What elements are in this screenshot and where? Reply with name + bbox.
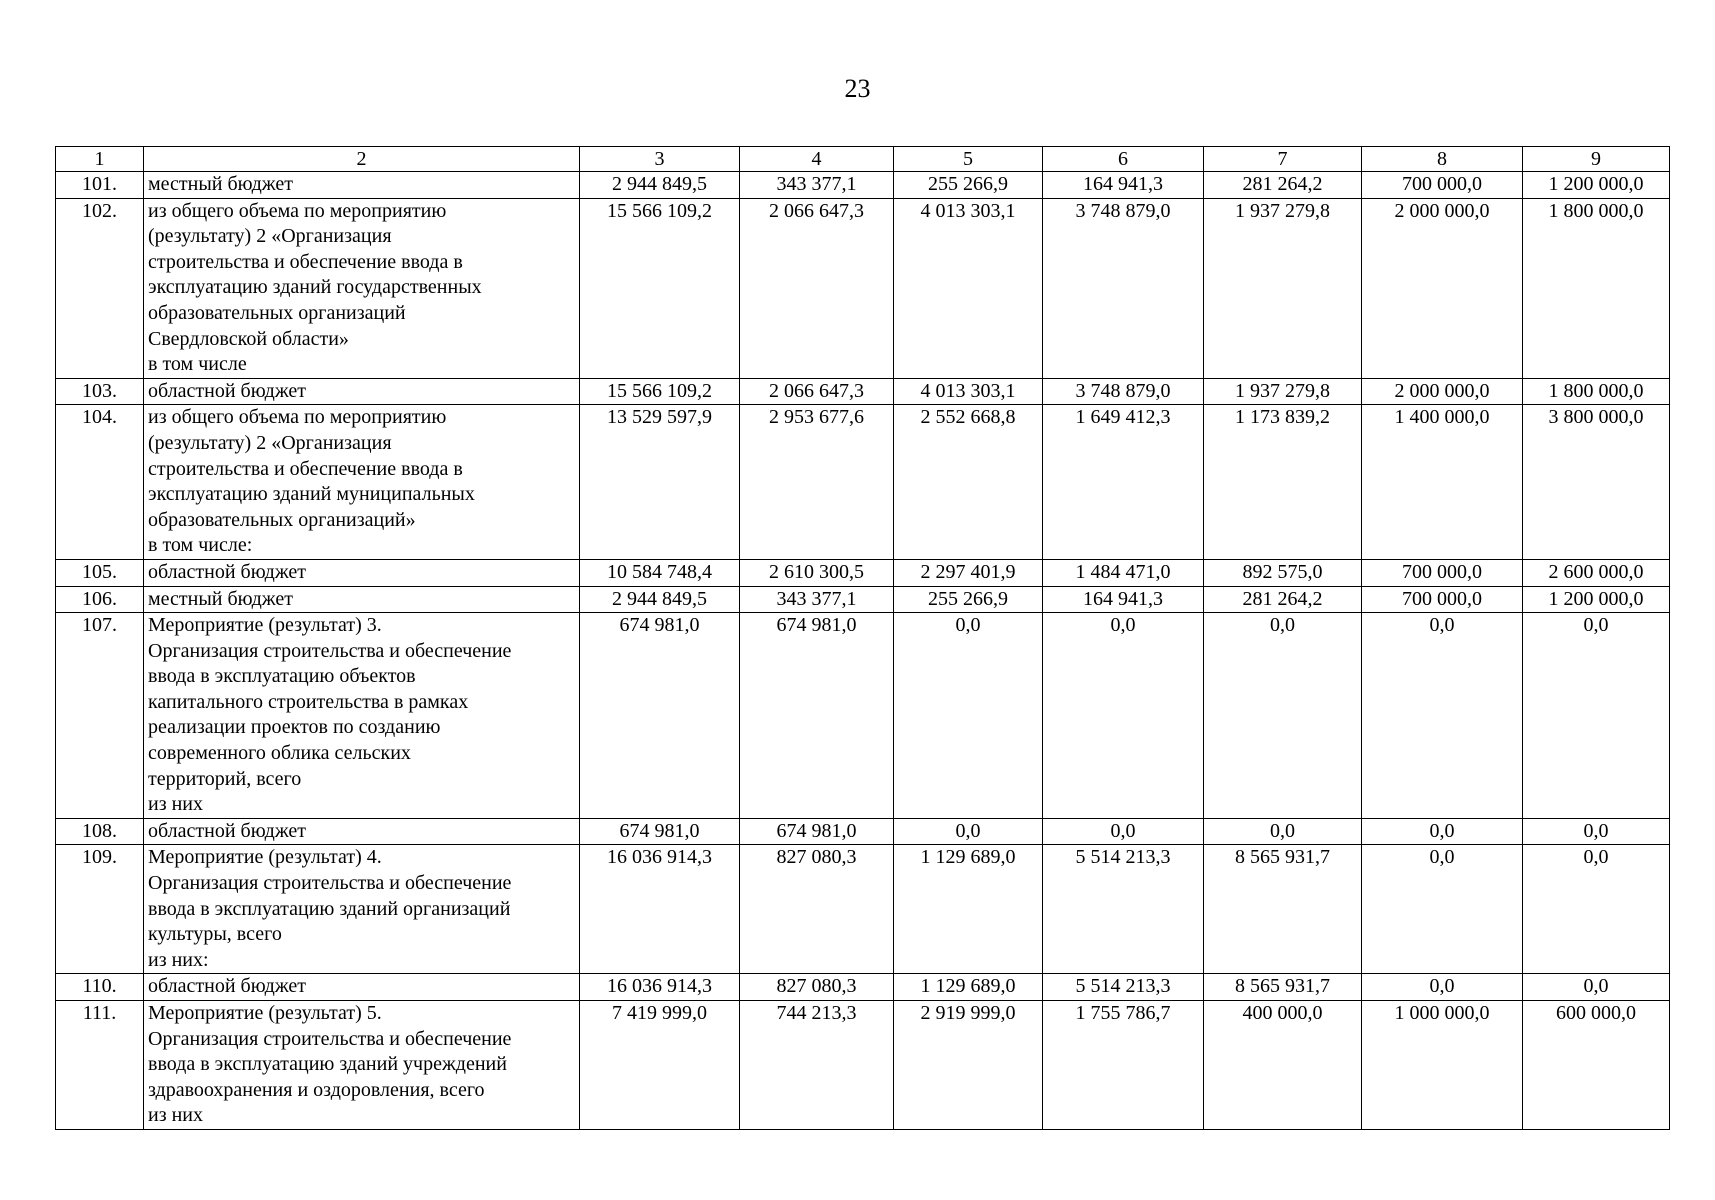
table-row — [56, 613, 1670, 819]
table-row — [56, 559, 1670, 586]
value-cell-col-8: 2 000 000,0 — [1362, 198, 1523, 378]
value-cell-col-4: 674 981,0 — [740, 818, 894, 845]
table-row — [56, 974, 1670, 1001]
row-description: местный бюджет — [144, 586, 580, 613]
value-cell-col-7: 281 264,2 — [1204, 586, 1362, 613]
table-row — [56, 586, 1670, 613]
value-cell-col-8: 1 400 000,0 — [1362, 405, 1523, 560]
value-cell-col-6: 164 941,3 — [1043, 586, 1204, 613]
value-cell-col-9: 0,0 — [1523, 974, 1670, 1001]
row-number: 104. — [56, 405, 144, 560]
value-cell-col-5: 1 129 689,0 — [894, 974, 1043, 1001]
row-description: областной бюджет — [144, 818, 580, 845]
value-cell-col-6: 0,0 — [1043, 818, 1204, 845]
row-number: 102. — [56, 198, 144, 378]
row-number: 103. — [56, 378, 144, 405]
value-cell-col-9: 0,0 — [1523, 613, 1670, 819]
value-cell-col-4: 674 981,0 — [740, 613, 894, 819]
value-cell-col-6: 3 748 879,0 — [1043, 378, 1204, 405]
value-cell-col-6: 3 748 879,0 — [1043, 198, 1204, 378]
value-cell-col-9: 1 200 000,0 — [1523, 586, 1670, 613]
column-number-7: 7 — [1204, 147, 1362, 172]
value-cell-col-4: 343 377,1 — [740, 172, 894, 199]
value-cell-col-9: 0,0 — [1523, 845, 1670, 974]
value-cell-col-4: 2 610 300,5 — [740, 559, 894, 586]
budget-table — [55, 146, 1670, 1130]
row-description: из общего объема по мероприятию (результату) 2 «Организация строительства и обеспечение ввода в эксплуатацию зданий государственных образовательных организаций Свердловской области» в том числе — [144, 198, 580, 378]
value-cell-col-9: 600 000,0 — [1523, 1001, 1670, 1130]
table-row — [56, 172, 1670, 199]
row-description: областной бюджет — [144, 974, 580, 1001]
row-number: 110. — [56, 974, 144, 1001]
value-cell-col-7: 0,0 — [1204, 818, 1362, 845]
value-cell-col-8: 0,0 — [1362, 974, 1523, 1001]
table-row — [56, 818, 1670, 845]
column-number-9: 9 — [1523, 147, 1670, 172]
value-cell-col-3: 674 981,0 — [580, 818, 740, 845]
column-number-1: 1 — [56, 147, 144, 172]
value-cell-col-5: 255 266,9 — [894, 586, 1043, 613]
value-cell-col-7: 892 575,0 — [1204, 559, 1362, 586]
column-number-row — [56, 147, 1670, 172]
value-cell-col-5: 0,0 — [894, 613, 1043, 819]
value-cell-col-4: 744 213,3 — [740, 1001, 894, 1130]
value-cell-col-4: 827 080,3 — [740, 974, 894, 1001]
value-cell-col-9: 3 800 000,0 — [1523, 405, 1670, 560]
value-cell-col-8: 0,0 — [1362, 613, 1523, 819]
value-cell-col-5: 4 013 303,1 — [894, 378, 1043, 405]
table-body — [56, 172, 1670, 1130]
value-cell-col-9: 0,0 — [1523, 818, 1670, 845]
value-cell-col-4: 827 080,3 — [740, 845, 894, 974]
value-cell-col-4: 2 066 647,3 — [740, 378, 894, 405]
value-cell-col-9: 1 800 000,0 — [1523, 378, 1670, 405]
table-row — [56, 1001, 1670, 1130]
value-cell-col-3: 2 944 849,5 — [580, 586, 740, 613]
value-cell-col-3: 674 981,0 — [580, 613, 740, 819]
value-cell-col-7: 0,0 — [1204, 613, 1362, 819]
value-cell-col-7: 8 565 931,7 — [1204, 974, 1362, 1001]
value-cell-col-9: 1 800 000,0 — [1523, 198, 1670, 378]
table-row — [56, 198, 1670, 378]
value-cell-col-3: 15 566 109,2 — [580, 378, 740, 405]
value-cell-col-9: 2 600 000,0 — [1523, 559, 1670, 586]
value-cell-col-6: 164 941,3 — [1043, 172, 1204, 199]
value-cell-col-3: 16 036 914,3 — [580, 974, 740, 1001]
column-number-6: 6 — [1043, 147, 1204, 172]
row-number: 101. — [56, 172, 144, 199]
row-description: Мероприятие (результат) 3. Организация строительства и обеспечение ввода в эксплуатацию объектов капитального строительства в рамках реализации проектов по созданию современного облика сельских территорий, всего из них — [144, 613, 580, 819]
value-cell-col-7: 281 264,2 — [1204, 172, 1362, 199]
value-cell-col-5: 2 919 999,0 — [894, 1001, 1043, 1130]
value-cell-col-4: 343 377,1 — [740, 586, 894, 613]
value-cell-col-8: 1 000 000,0 — [1362, 1001, 1523, 1130]
value-cell-col-7: 400 000,0 — [1204, 1001, 1362, 1130]
row-description: Мероприятие (результат) 4. Организация строительства и обеспечение ввода в эксплуатацию зданий организаций культуры, всего из них: — [144, 845, 580, 974]
table-row — [56, 845, 1670, 974]
value-cell-col-3: 15 566 109,2 — [580, 198, 740, 378]
value-cell-col-6: 1 649 412,3 — [1043, 405, 1204, 560]
table-row — [56, 378, 1670, 405]
value-cell-col-5: 0,0 — [894, 818, 1043, 845]
page-number: 23 — [844, 74, 871, 103]
row-description: Мероприятие (результат) 5. Организация строительства и обеспечение ввода в эксплуатацию зданий учреждений здравоохранения и оздоровления, всего из них — [144, 1001, 580, 1130]
value-cell-col-8: 700 000,0 — [1362, 172, 1523, 199]
value-cell-col-3: 10 584 748,4 — [580, 559, 740, 586]
value-cell-col-9: 1 200 000,0 — [1523, 172, 1670, 199]
value-cell-col-7: 1 173 839,2 — [1204, 405, 1362, 560]
value-cell-col-3: 2 944 849,5 — [580, 172, 740, 199]
value-cell-col-5: 2 552 668,8 — [894, 405, 1043, 560]
value-cell-col-3: 13 529 597,9 — [580, 405, 740, 560]
value-cell-col-7: 1 937 279,8 — [1204, 378, 1362, 405]
value-cell-col-7: 8 565 931,7 — [1204, 845, 1362, 974]
row-number: 109. — [56, 845, 144, 974]
column-number-2: 2 — [144, 147, 580, 172]
value-cell-col-4: 2 953 677,6 — [740, 405, 894, 560]
row-number: 111. — [56, 1001, 144, 1130]
row-number: 106. — [56, 586, 144, 613]
value-cell-col-8: 700 000,0 — [1362, 586, 1523, 613]
row-description: из общего объема по мероприятию (результату) 2 «Организация строительства и обеспечение ввода в эксплуатацию зданий муниципальных образовательных организаций» в том числе: — [144, 405, 580, 560]
value-cell-col-7: 1 937 279,8 — [1204, 198, 1362, 378]
value-cell-col-5: 2 297 401,9 — [894, 559, 1043, 586]
value-cell-col-8: 2 000 000,0 — [1362, 378, 1523, 405]
row-number: 105. — [56, 559, 144, 586]
row-description: областной бюджет — [144, 559, 580, 586]
value-cell-col-8: 700 000,0 — [1362, 559, 1523, 586]
column-number-8: 8 — [1362, 147, 1523, 172]
column-number-3: 3 — [580, 147, 740, 172]
value-cell-col-5: 1 129 689,0 — [894, 845, 1043, 974]
value-cell-col-6: 0,0 — [1043, 613, 1204, 819]
value-cell-col-8: 0,0 — [1362, 845, 1523, 974]
column-number-4: 4 — [740, 147, 894, 172]
value-cell-col-3: 7 419 999,0 — [580, 1001, 740, 1130]
row-description: областной бюджет — [144, 378, 580, 405]
value-cell-col-4: 2 066 647,3 — [740, 198, 894, 378]
value-cell-col-8: 0,0 — [1362, 818, 1523, 845]
value-cell-col-6: 5 514 213,3 — [1043, 974, 1204, 1001]
value-cell-col-5: 255 266,9 — [894, 172, 1043, 199]
value-cell-col-6: 1 755 786,7 — [1043, 1001, 1204, 1130]
value-cell-col-6: 1 484 471,0 — [1043, 559, 1204, 586]
column-number-5: 5 — [894, 147, 1043, 172]
row-number: 108. — [56, 818, 144, 845]
value-cell-col-3: 16 036 914,3 — [580, 845, 740, 974]
row-description: местный бюджет — [144, 172, 580, 199]
table-row — [56, 405, 1670, 560]
value-cell-col-6: 5 514 213,3 — [1043, 845, 1204, 974]
value-cell-col-5: 4 013 303,1 — [894, 198, 1043, 378]
row-number: 107. — [56, 613, 144, 819]
